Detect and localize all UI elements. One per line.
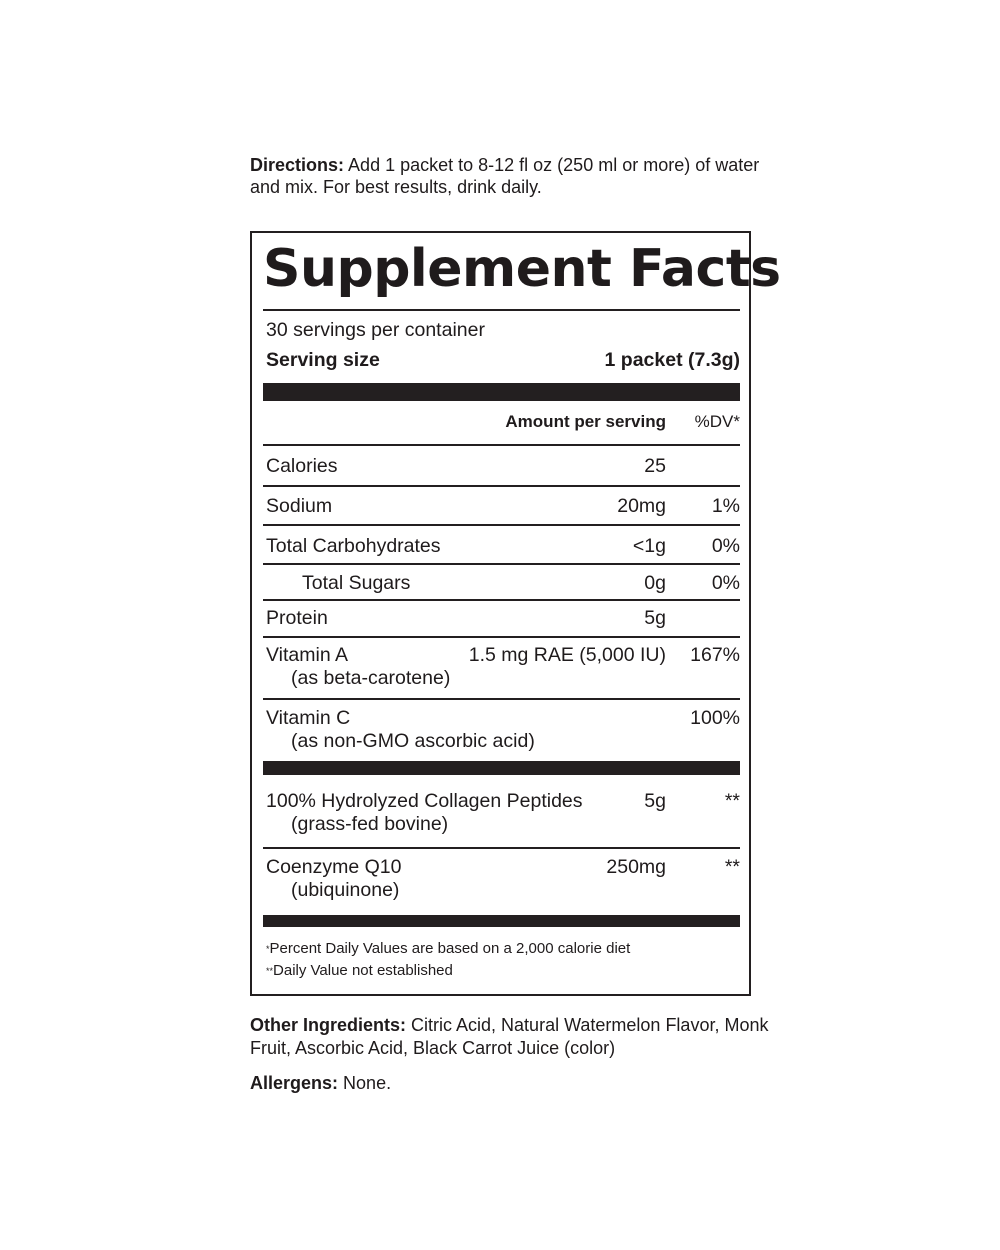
divider [263, 444, 740, 446]
row-sub: (as non-GMO ascorbic acid) [291, 730, 535, 752]
divider [263, 524, 740, 526]
header-amount: Amount per serving [505, 412, 666, 431]
footnote-text: Daily Value not established [273, 962, 453, 979]
supplement-facts-panel [250, 231, 781, 996]
directions-text: Add 1 packet to 8-12 fl oz (250 ml or more) of water and mix. For best results, drink daily. [250, 155, 760, 197]
other-ingredients-label: Other Ingredients: [250, 1015, 407, 1035]
row-name: Coenzyme Q10 [266, 856, 402, 878]
row-dv: 0% [711, 572, 740, 594]
row-amount: 5g [644, 790, 666, 812]
row-sub: (grass-fed bovine) [291, 813, 449, 835]
row-amount: 5g [644, 607, 666, 629]
row-name: Total Carbohydrates [266, 535, 441, 557]
divider [263, 698, 740, 700]
allergens-text: None. [343, 1073, 392, 1093]
row-dv: 1% [711, 495, 740, 517]
servings-per-container: 30 servings per container [266, 319, 485, 341]
row-amount: 0g [644, 572, 666, 594]
footnote-mark: * [266, 944, 270, 954]
header-dv: %DV* [694, 412, 740, 431]
serving-size-label: Serving size [266, 349, 380, 371]
row-name: Protein [266, 607, 328, 629]
row-name: Calories [266, 455, 338, 477]
footnote-not-established [266, 960, 453, 982]
row-name: Vitamin A [266, 644, 349, 666]
row-dv: ** [724, 856, 740, 878]
divider [263, 309, 740, 311]
row-dv: ** [724, 790, 740, 812]
divider [263, 599, 740, 601]
thick-divider [263, 915, 740, 927]
row-dv: 100% [690, 707, 740, 729]
row-dv: 0% [711, 535, 740, 557]
row-amount: 250mg [606, 856, 666, 878]
footnote-text: Percent Daily Values are based on a 2,000 calorie diet [269, 940, 631, 957]
row-name: Sodium [266, 495, 333, 517]
row-sub: (ubiquinone) [291, 879, 400, 901]
thick-divider [263, 383, 740, 401]
row-name: Vitamin C [266, 707, 351, 729]
allergens-label: Allergens: [250, 1073, 339, 1093]
row-amount: 25 [644, 455, 666, 477]
row-sub: (as beta-carotene) [291, 667, 451, 689]
other-ingredients [250, 1014, 770, 1059]
divider [263, 636, 740, 638]
facts-title: Supplement Facts [263, 239, 781, 299]
row-name: Total Sugars [302, 572, 411, 594]
row-amount: 20mg [617, 495, 666, 517]
divider [263, 485, 740, 487]
allergens [250, 1072, 391, 1094]
row-amount: <1g [632, 535, 666, 557]
directions-label: Directions: [250, 155, 345, 175]
row-name: 100% Hydrolyzed Collagen Peptides [266, 790, 583, 812]
divider [263, 563, 740, 565]
directions [250, 154, 770, 198]
row-amount: 1.5 mg RAE (5,000 IU) [468, 644, 666, 666]
footnote-mark: ** [266, 966, 274, 976]
divider [263, 847, 740, 849]
serving-size-value: 1 packet (7.3g) [604, 349, 740, 371]
thick-divider [263, 761, 740, 775]
row-dv: 167% [690, 644, 740, 666]
footnote-dv [266, 938, 630, 960]
other-ingredients-text: Citric Acid, Natural Watermelon Flavor, Monk Fruit, Ascorbic Acid, Black Carrot Juice (color) [250, 1015, 769, 1058]
